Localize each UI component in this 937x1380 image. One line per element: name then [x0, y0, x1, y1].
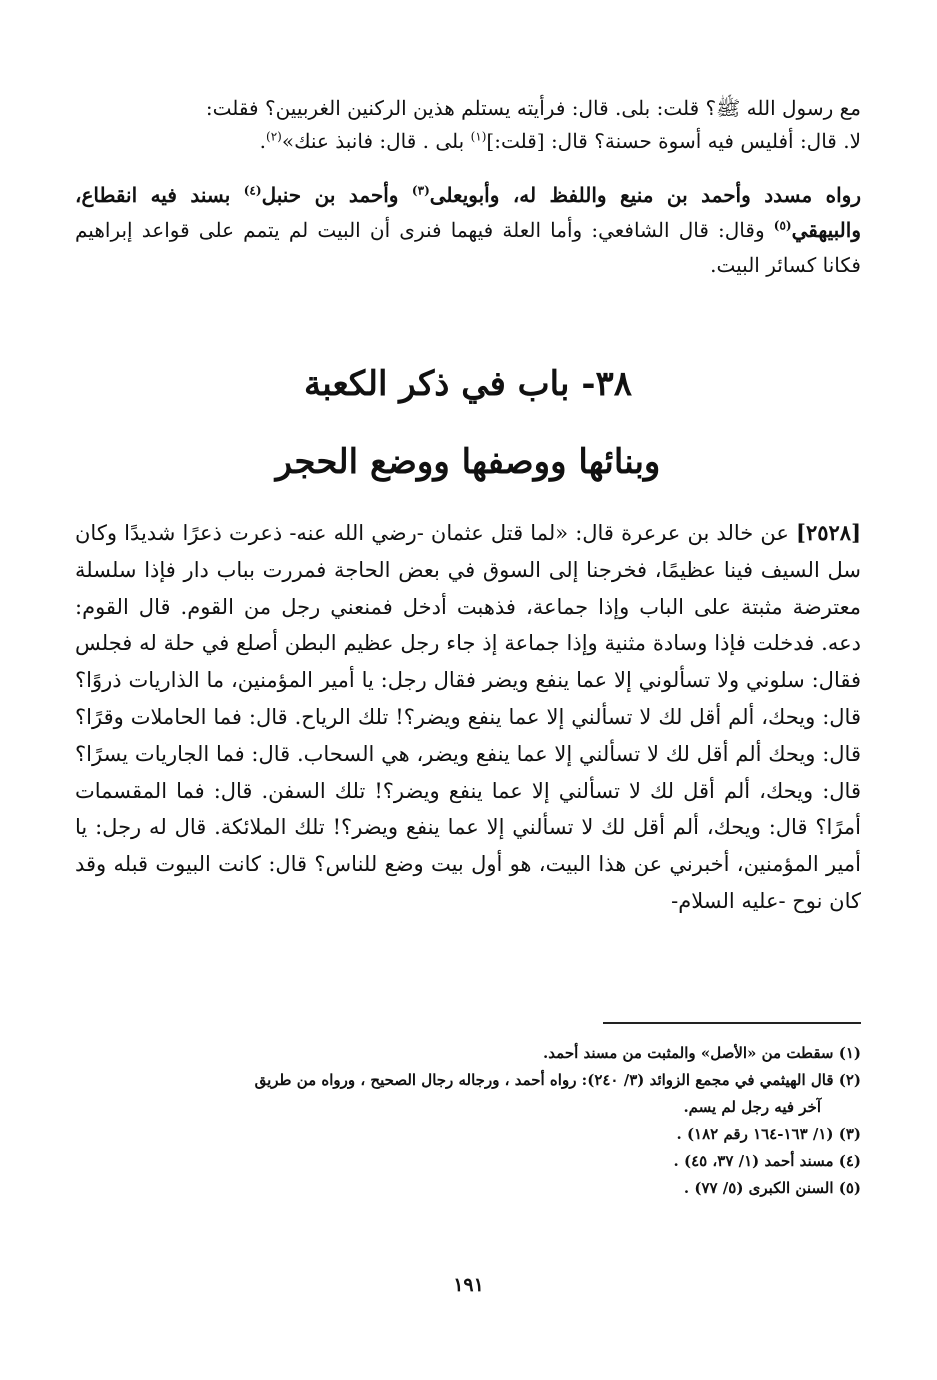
- footnote-ref-4: (٤): [243, 183, 262, 198]
- footnote-ref-2: (٢): [266, 129, 282, 144]
- footnote-ref-5: (٥): [773, 218, 792, 233]
- narration-part-1: رواه مسدد وأحمد بن منيع واللفظ له، وأبويعلى: [429, 183, 861, 207]
- footnotes: [75, 1040, 861, 1202]
- footnote-1: (١) سقطت من «الأصل» والمثبت من مسند أحمد.: [543, 1044, 861, 1062]
- footnote-ref-1: (١): [470, 129, 487, 144]
- footnote-2-line-2: آخر فيه رجل لم يسم.: [683, 1098, 821, 1116]
- narration-part-4: وقال: قال الشافعي: وأما العلة فيهما فنرى أن البيت لم يتمم على قواعد إبراهيم فكانا كسائر البيت.: [75, 218, 861, 277]
- footnote-ref-3: (٣): [411, 183, 430, 198]
- page-number: ١٩١: [453, 1274, 484, 1296]
- footnote-3: (٣) (١/ ١٦٣-١٦٤ رقم ١٨٢) .: [676, 1125, 861, 1143]
- footnote-divider: [603, 1022, 861, 1024]
- intro-line-1: مع رسول الله ﷺ؟ قلت: بلى. قال: فرأيته يستلم هذين الركنين الغربيين؟ فقلت:: [205, 96, 861, 120]
- intro-line-2: لا. قال: أفليس فيه أسوة حسنة؟ قال: [قلت:]: [486, 129, 861, 153]
- intro-paragraph: [75, 92, 861, 158]
- footnote-2: [75, 1067, 861, 1121]
- hadith-text: عن خالد بن عرعرة قال: «لما قتل عثمان -رضي الله عنه- ذعرت ذعرًا شديدًا وكان سل السيف فينا عظيمًا، فخرجنا إلى السوق في بعض الحاجة فمررت بباب دار فإذا سلسلة معترضة مثبتة على الباب وإذا جماعة، فذهبت أدخل فمنعني رجل من القوم. قال القوم: دعه. فدخلت فإذا وسادة مثنية وإذا جماعة إذ جاء رجل عظيم البطن أصلع في حلة له فجلس فقال: سلوني ولا تسألوني إلا عما ينفع ويضر فقال رجل: يا أمير المؤمنين، ما الذاريات ذروًا؟ قال: ويحك، ألم أقل لك لا تسألني إلا عما ينفع ويضر؟! تلك الرياح. قال: فما الحاملات وقرًا؟ قال: ويحك ألم أقل لك لا تسألني إلا عما ينفع ويضر، هي السحاب. قال: فما الجاريات يسرًا؟ قال: ويحك، ألم أقل لك لا تسألني إلا عما ينفع ويضر؟! تلك السفن. قال: فما المقسمات أمرًا؟ قال: ويحك، ألم أقل لك لا تسألني إلا عما ينفع ويضر؟! تلك الملائكة. قال له رجل: يا أمير المؤمنين، أخبرني عن هذا البيت، هو أول بيت وضع للناس؟ قال: كانت البيوت قبله وقد كان نوح -عليه السلام-: [75, 521, 861, 913]
- chapter-title-line-1: ٣٨- باب في ذكر الكعبة: [304, 364, 632, 404]
- narration-paragraph: [75, 178, 861, 283]
- footnote-5: (٥) السنن الكبرى (٥/ ٧٧) .: [683, 1179, 861, 1197]
- narration-part-3: بسند فيه انقطاع، والبيهقي: [75, 183, 861, 242]
- narration-part-2: وأحمد بن حنبل: [261, 183, 412, 207]
- hadith-number: [٢٥٢٨]: [796, 520, 861, 545]
- intro-line-2-end: .: [259, 129, 267, 153]
- chapter-title-line-2: وبنائها ووصفها ووضع الحجر: [275, 442, 661, 482]
- footnote-4: (٤) مسند أحمد (١/ ٣٧، ٤٥) .: [673, 1152, 861, 1170]
- footnote-2-line-1: (٢) قال الهيثمي في مجمع الزوائد (٣/ ٢٤٠): رواه أحمد ، ورجاله رجال الصحيح ، ورواه من طريق: [254, 1071, 861, 1089]
- intro-line-2-cont: بلى . قال: فانبذ عنك»: [281, 129, 471, 153]
- hadith-paragraph: [75, 515, 861, 920]
